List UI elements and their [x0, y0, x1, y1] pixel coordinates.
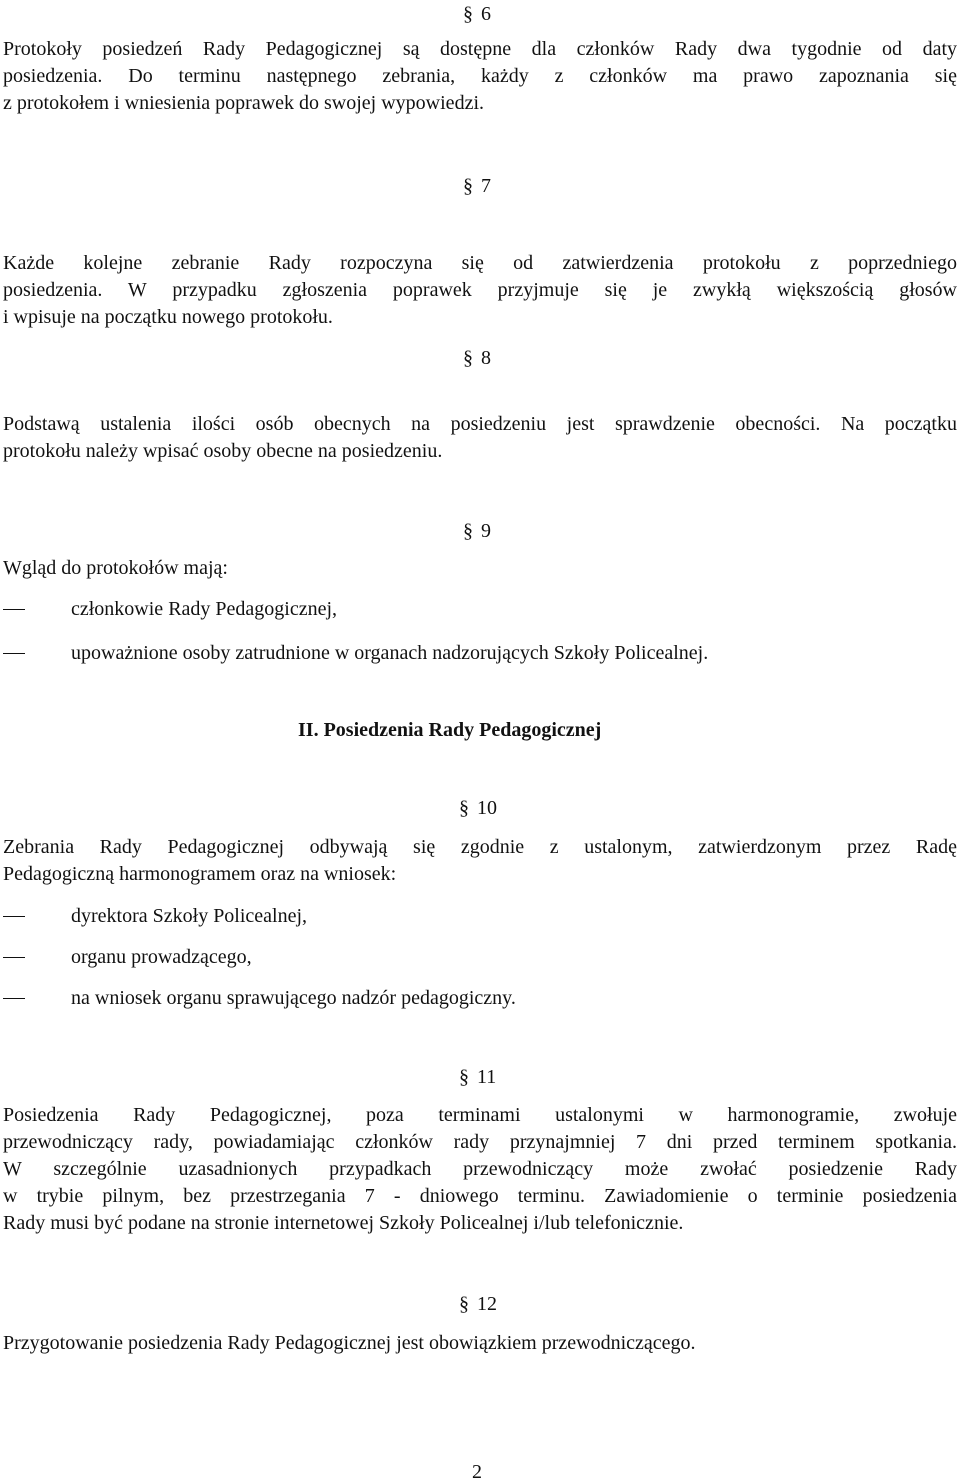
paragraph-10-line-2: Pedagogiczną harmonogramem oraz na wniosek: — [3, 863, 397, 885]
list-item-text: organu prowadzącego, — [71, 946, 252, 968]
list-item-text: upoważnione osoby zatrudnione w organach nadzorujących Szkoły Policealnej. — [71, 642, 709, 664]
section-number: 8 — [481, 347, 491, 369]
paragraph-6-line-1: Protokoły posiedzeń Rady Pedagogicznej są dostępne dla członków Rady dwa tygodnie od daty — [3, 38, 957, 60]
section-symbol: § — [463, 3, 473, 25]
section-symbol: § — [459, 797, 469, 819]
paragraph-12-line-1: Przygotowanie posiedzenia Rady Pedagogicznej jest obowiązkiem przewodniczącego. — [3, 1332, 696, 1354]
paragraph-8-line-2: protokołu należy wpisać osoby obecne na posiedzeniu. — [3, 440, 443, 462]
paragraph-9-intro: Wgląd do protokołów mają: — [3, 557, 228, 579]
list-item-text: członkowie Rady Pedagogicznej, — [71, 598, 338, 620]
dash-bullet — [3, 957, 25, 958]
section-symbol: § — [463, 520, 473, 542]
paragraph-7-line-1: Każde kolejne zebranie Rady rozpoczyna się od zatwierdzenia protokołu z poprzedniego — [3, 252, 957, 274]
section-11-heading — [459, 1065, 496, 1089]
section-9-heading — [463, 519, 491, 543]
section-number: 12 — [477, 1293, 497, 1315]
paragraph-11-line-2: przewodniczący rady, powiadamiając członków rady przynajmniej 7 dni przed terminem spotkania. — [3, 1131, 957, 1153]
paragraph-11-line-1: Posiedzenia Rady Pedagogicznej, poza terminami ustalonymi w harmonogramie, zwołuje — [3, 1104, 957, 1126]
list-item — [3, 985, 516, 1012]
dash-bullet — [3, 998, 25, 999]
list-item — [3, 903, 307, 930]
list-item-text: dyrektora Szkoły Policealnej, — [71, 905, 308, 927]
section-number: 11 — [477, 1066, 497, 1088]
section-symbol: § — [463, 175, 473, 197]
section-6-heading — [463, 2, 491, 26]
chapter-heading: II. Posiedzenia Rady Pedagogicznej — [298, 719, 602, 741]
dash-bullet — [3, 609, 25, 610]
section-number: 9 — [481, 520, 491, 542]
list-item-text: na wniosek organu sprawującego nadzór pedagogiczny. — [71, 987, 516, 1009]
list-item — [3, 944, 252, 971]
section-symbol: § — [459, 1293, 469, 1315]
section-7-heading — [463, 174, 491, 198]
section-number: 7 — [481, 175, 491, 197]
paragraph-6-line-2: posiedzenia. Do terminu następnego zebrania, każdy z członków ma prawo zapoznania się — [3, 65, 957, 87]
paragraph-11-line-4: w trybie pilnym, bez przestrzegania 7 - dniowego terminu. Zawiadomienie o terminie posiedzenia — [3, 1185, 957, 1207]
section-number: 10 — [477, 797, 497, 819]
section-12-heading — [459, 1292, 497, 1316]
paragraph-6-line-3: z protokołem i wniesienia poprawek do swojej wypowiedzi. — [3, 92, 484, 114]
page-number: 2 — [472, 1461, 482, 1483]
section-10-heading — [459, 796, 497, 820]
list-item — [3, 640, 708, 667]
paragraph-8-line-1: Podstawą ustalenia ilości osób obecnych na posiedzeniu jest sprawdzenie obecności. Na początku — [3, 413, 957, 435]
paragraph-11-line-5: Rady musi być podane na stronie internetowej Szkoły Policealnej i/lub telefonicznie. — [3, 1212, 684, 1234]
paragraph-7-line-2: posiedzenia. W przypadku zgłoszenia poprawek przyjmuje się je zwykłą większością głosów — [3, 279, 957, 301]
section-8-heading — [463, 346, 491, 370]
paragraph-10-line-1: Zebrania Rady Pedagogicznej odbywają się zgodnie z ustalonym, zatwierdzonym przez Radę — [3, 836, 957, 858]
section-symbol: § — [459, 1066, 469, 1088]
dash-bullet — [3, 916, 25, 917]
paragraph-11-line-3: W szczególnie uzasadnionych przypadkach przewodniczący może zwołać posiedzenie Rady — [3, 1158, 957, 1180]
list-item — [3, 596, 337, 623]
paragraph-7-line-3: i wpisuje na początku nowego protokołu. — [3, 306, 333, 328]
section-number: 6 — [481, 3, 491, 25]
section-symbol: § — [463, 347, 473, 369]
dash-bullet — [3, 653, 25, 654]
